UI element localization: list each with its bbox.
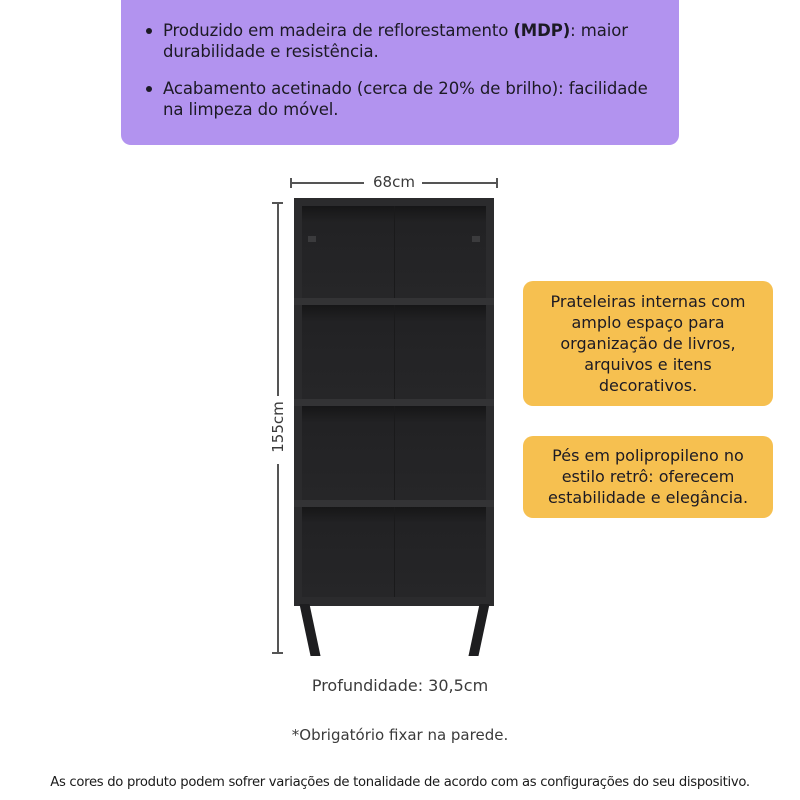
- height-dimension: [268, 202, 288, 654]
- shelf: [294, 500, 494, 507]
- wall-bracket: [472, 236, 480, 242]
- dimension-line: [422, 182, 498, 184]
- shelves-callout: [523, 281, 773, 406]
- feature-text: Produzido em madeira de reflorestamento: [163, 21, 514, 40]
- shelf: [294, 399, 494, 406]
- callout-text: Pés em polipropileno no estilo retrô: oferecem estabilidade e elegância.: [547, 446, 749, 507]
- width-label: 68cm: [373, 173, 415, 191]
- wall-bracket: [308, 236, 316, 242]
- legs-callout: [523, 436, 773, 518]
- wall-fix-note: *Obrigatório fixar na parede.: [291, 726, 509, 744]
- features-panel: [121, 0, 679, 145]
- shelf-compartment: [302, 305, 486, 399]
- dimension-line: [277, 202, 279, 396]
- dimension-tick: [272, 652, 283, 654]
- height-label: 155cm: [269, 401, 287, 453]
- callout-text: Prateleiras internas com amplo espaço para organização de livros, arquivos e itens decorativos.: [550, 292, 746, 395]
- bookshelf-illustration: [294, 198, 494, 606]
- feature-bullet-finish: [143, 78, 659, 120]
- dimension-line: [277, 464, 279, 654]
- right-leg: [468, 604, 489, 656]
- feature-bullet-mdp: [143, 20, 659, 62]
- left-leg: [299, 604, 320, 656]
- shelf: [294, 298, 494, 305]
- dimension-tick: [496, 178, 498, 188]
- shelf-compartment: [302, 206, 486, 298]
- feature-text: : maior durabilidade e resistência.: [163, 21, 628, 61]
- color-disclaimer: As cores do produto podem sofrer variações de tonalidade de acordo com as configurações do seu dispositivo.: [50, 775, 750, 790]
- depth-label: Profundidade: 30,5cm: [311, 676, 489, 695]
- feature-text: Acabamento acetinado (cerca de 20% de brilho): facilidade na limpeza do móvel.: [163, 79, 648, 119]
- feature-bold-text: (MDP): [513, 21, 571, 40]
- shelf-compartment: [302, 507, 486, 597]
- width-dimension: [290, 174, 498, 190]
- shelf-compartment: [302, 406, 486, 500]
